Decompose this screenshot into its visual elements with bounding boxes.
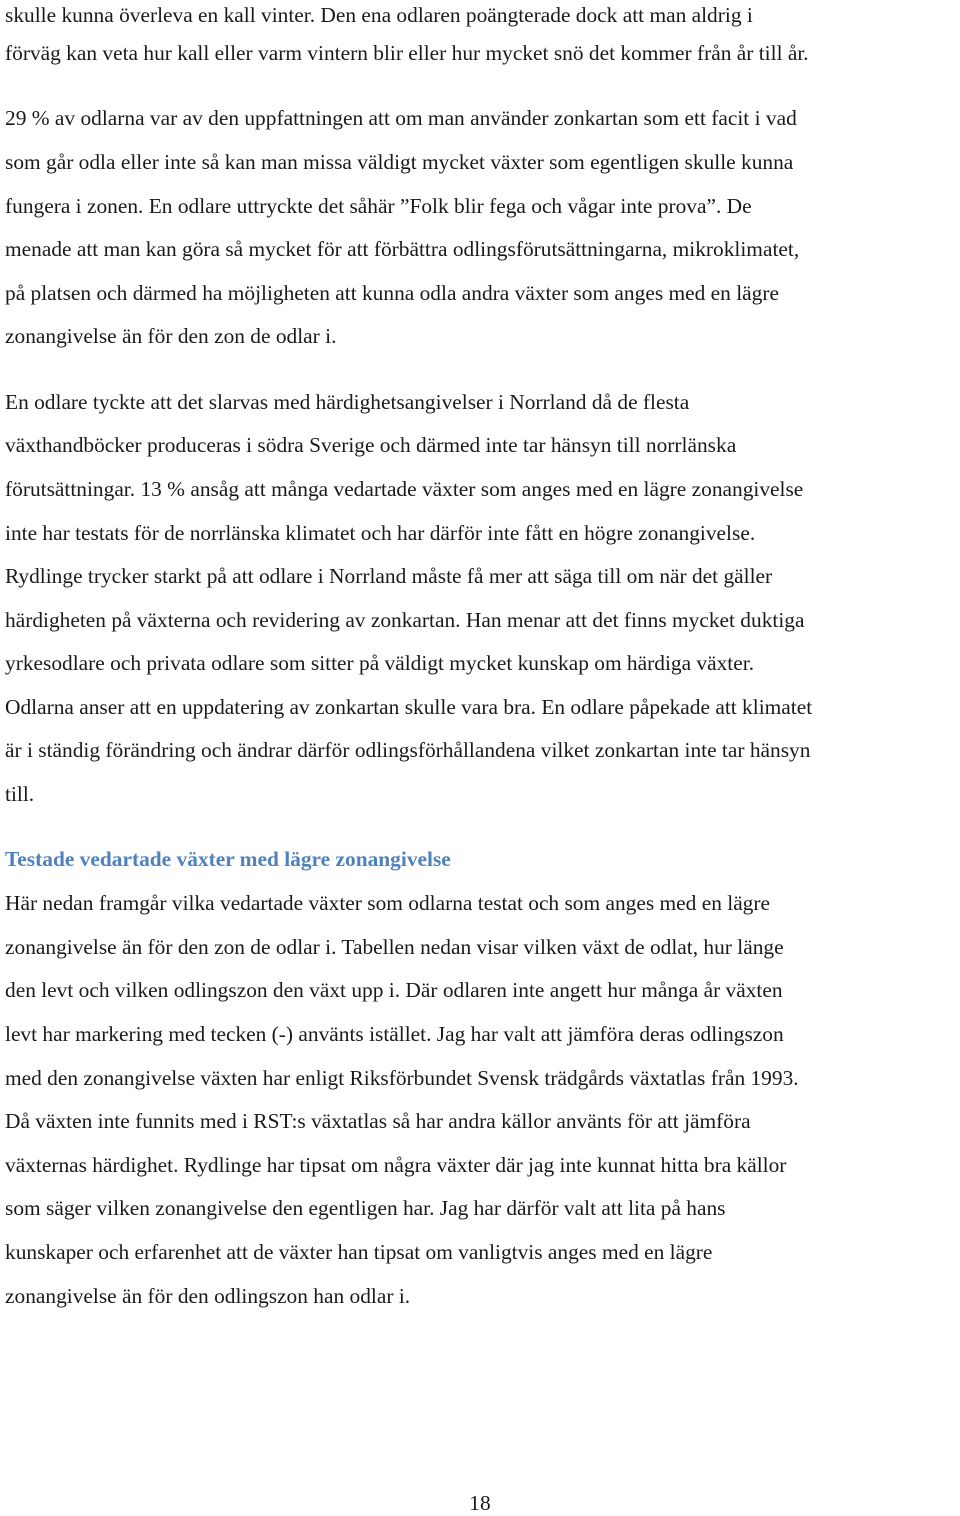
- text-line: på platsen och därmed ha möjligheten att kunna odla andra växter som anges med en lägre: [5, 281, 779, 305]
- text-line: som säger vilken zonangivelse den egentligen har. Jag har därför valt att lita på hans: [5, 1196, 726, 1220]
- text-line: växternas härdighet. Rydlinge har tipsat om några växter där jag inte kunnat hitta bra källor: [5, 1153, 787, 1177]
- text-line: En odlare tyckte att det slarvas med härdighetsangivelser i Norrland då de flesta: [5, 390, 690, 414]
- text-line: förutsättningar. 13 % ansåg att många vedartade växter som anges med en lägre zonangivelse: [5, 477, 804, 501]
- text-line: som går odla eller inte så kan man missa väldigt mycket växter som egentligen skulle kunna: [5, 150, 794, 174]
- text-line: förväg kan veta hur kall eller varm vintern blir eller hur mycket snö det kommer från år till år.: [5, 41, 809, 65]
- text-line: växthandböcker produceras i södra Sverige och därmed inte tar hänsyn till norrlänska: [5, 433, 737, 457]
- text-line: skulle kunna överleva en kall vinter. Den ena odlaren poängterade dock att man aldrig i: [5, 3, 753, 27]
- text-line: till.: [5, 782, 35, 806]
- text-line: är i ständig förändring och ändrar därför odlingsförhållandena vilket zonkartan inte tar hänsyn: [5, 738, 811, 762]
- section-heading: Testade vedartade växter med lägre zonangivelse: [5, 847, 451, 871]
- text-line: yrkesodlare och privata odlare som sitter på väldigt mycket kunskap om härdiga växter.: [5, 651, 755, 675]
- text-line: fungera i zonen. En odlare uttryckte det såhär ”Folk blir fega och vågar inte prova”. De: [5, 194, 752, 218]
- text-line: menade att man kan göra så mycket för att förbättra odlingsförutsättningarna, mikroklimatet,: [5, 237, 800, 261]
- text-line: Då växten inte funnits med i RST:s växtatlas så har andra källor använts för att jämföra: [5, 1109, 751, 1133]
- text-line: härdigheten på växterna och revidering av zonkartan. Han menar att det finns mycket duktiga: [5, 608, 805, 632]
- text-line: inte har testats för de norrlänska klimatet och har därför inte fått en högre zonangivelse.: [5, 521, 756, 545]
- text-line: kunskaper och erfarenhet att de växter han tipsat om vanligtvis anges med en lägre: [5, 1240, 713, 1264]
- text-line: Odlarna anser att en uppdatering av zonkartan skulle vara bra. En odlare påpekade att klimatet: [5, 695, 813, 719]
- text-line: Rydlinge trycker starkt på att odlare i Norrland måste få mer att säga till om när det gäller: [5, 564, 773, 588]
- page-number: 18: [469, 1491, 491, 1515]
- text-line: zonangivelse än för den odlingszon han odlar i.: [5, 1284, 411, 1308]
- text-line: 29 % av odlarna var av den uppfattningen att om man använder zonkartan som ett facit i vad: [5, 106, 797, 130]
- text-line: med den zonangivelse växten har enligt Riksförbundet Svensk trädgårds växtatlas från 1993.: [5, 1066, 799, 1090]
- text-line: zonangivelse än för den zon de odlar i. Tabellen nedan visar vilken växt de odlat, hur länge: [5, 935, 784, 959]
- text-line: den levt och vilken odlingszon den växt upp i. Där odlaren inte angett hur många år växten: [5, 978, 783, 1002]
- text-line: Här nedan framgår vilka vedartade växter som odlarna testat och som anges med en lägre: [5, 891, 770, 915]
- text-line: zonangivelse än för den zon de odlar i.: [5, 324, 337, 348]
- text-line: levt har markering med tecken (-) använts istället. Jag har valt att jämföra deras odlingszon: [5, 1022, 784, 1046]
